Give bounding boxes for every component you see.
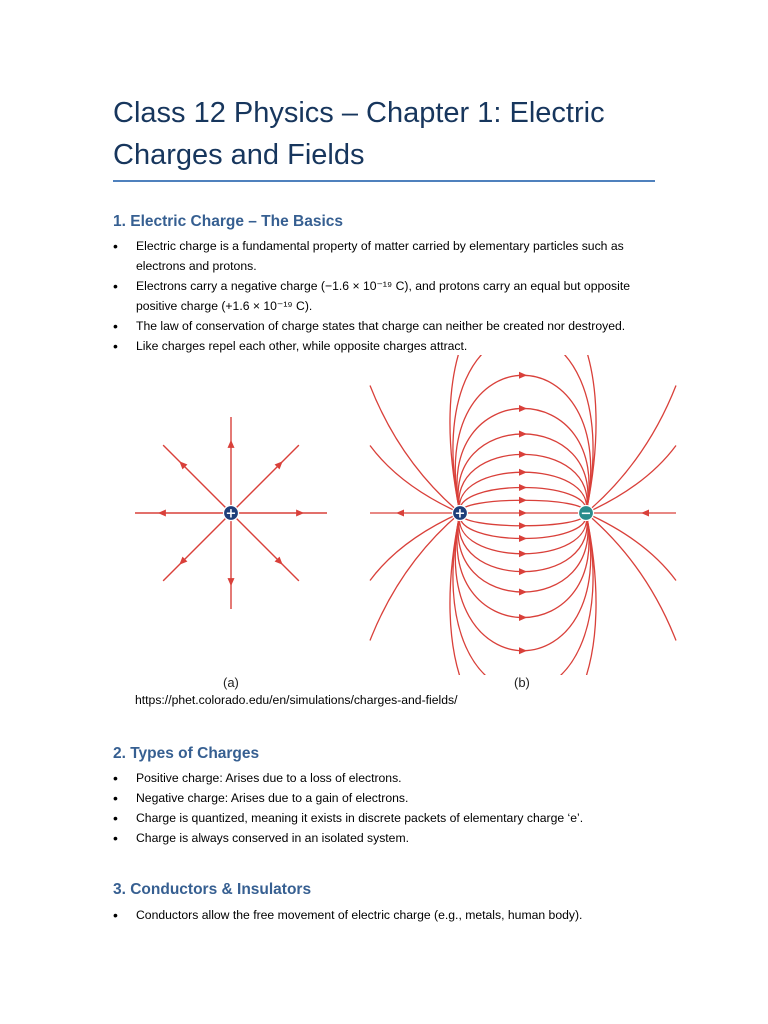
field-arrow (519, 405, 527, 412)
title-divider (113, 180, 655, 182)
field-line (586, 513, 676, 581)
field-arrow (519, 535, 527, 542)
field-arrow (519, 484, 527, 491)
section-heading-basics: 1. Electric Charge – The Basics (113, 213, 344, 230)
svg-text:+: + (454, 506, 466, 522)
field-arrow (228, 578, 235, 586)
field-line (370, 446, 460, 514)
positive-charge (224, 506, 239, 522)
field-line (460, 500, 586, 513)
field-arrow (519, 614, 527, 621)
field-line (455, 513, 590, 651)
bullet-list-conductors (113, 905, 658, 925)
field-line (457, 408, 589, 513)
single-charge-field-diagram (130, 355, 340, 625)
field-line (231, 445, 299, 513)
field-line (370, 513, 460, 641)
figure-label-a: (a) (223, 675, 239, 690)
list-item: • Conductors allow the free movement of electric charge (e.g., metals, human body). (113, 905, 658, 925)
field-line (457, 513, 589, 618)
field-line (370, 386, 460, 514)
field-line (586, 446, 676, 514)
field-line (459, 513, 586, 554)
field-arrow (519, 469, 527, 476)
dipole-field-diagram (360, 355, 680, 675)
list-item: • Charge is always conserved in an isolated system. (113, 828, 658, 848)
field-arrow (519, 522, 527, 529)
field-arrow (519, 372, 527, 379)
field-arrow (519, 430, 527, 437)
page-title: Class 12 Physics – Chapter 1: Electric Charges and Fields (113, 97, 605, 171)
list-item: • Electrons carry a negative charge (−1.6 × 10⁻¹⁹ C), and protons carry an equal but opposite positive charge (+1.6 × 10⁻¹⁹ C). (113, 276, 658, 316)
field-arrow (296, 510, 304, 517)
field-line (163, 513, 231, 581)
field-arrow (519, 589, 527, 596)
list-item: • Like charges repel each other, while opposite charges attract. (113, 336, 658, 356)
list-item: • Electric charge is a fundamental property of matter carried by elementary particles such as electrons and protons. (113, 236, 658, 276)
positive-charge (453, 506, 468, 522)
field-line (459, 472, 586, 513)
list-item: • Charge is quantized, meaning it exists in discrete packets of elementary charge ‘e’. (113, 808, 658, 828)
svg-text:−: − (580, 506, 592, 522)
section-heading-types: 2. Types of Charges (113, 745, 260, 762)
field-line (231, 513, 299, 581)
field-arrow (228, 440, 235, 448)
figure-label-b: (b) (514, 675, 530, 690)
field-line (586, 513, 676, 641)
list-item: • The law of conservation of charge states that charge can neither be created nor destroyed. (113, 316, 658, 336)
field-arrow (519, 568, 527, 575)
field-line (586, 386, 676, 514)
field-line (460, 513, 586, 526)
field-arrow (519, 550, 527, 557)
field-arrow (641, 510, 649, 517)
negative-charge (579, 506, 594, 522)
field-arrow (519, 497, 527, 504)
bullet-list-types (113, 768, 658, 848)
field-line (455, 375, 590, 513)
field-line (370, 513, 460, 581)
field-arrow (519, 647, 527, 654)
field-line (163, 445, 231, 513)
section-heading-conductors: 3. Conductors & Insulators (113, 881, 312, 898)
list-item: • Negative charge: Arises due to a gain of electrons. (113, 788, 658, 808)
svg-text:+: + (225, 506, 237, 522)
list-item: • Positive charge: Arises due to a loss of electrons. (113, 768, 658, 788)
bullet-list-basics (113, 236, 658, 356)
field-arrow (519, 451, 527, 458)
source-link[interactable]: https://phet.colorado.edu/en/simulations/charges-and-fields/ (135, 693, 458, 707)
field-arrow (158, 510, 166, 517)
field-arrow (396, 510, 404, 517)
field-arrow (519, 510, 527, 517)
